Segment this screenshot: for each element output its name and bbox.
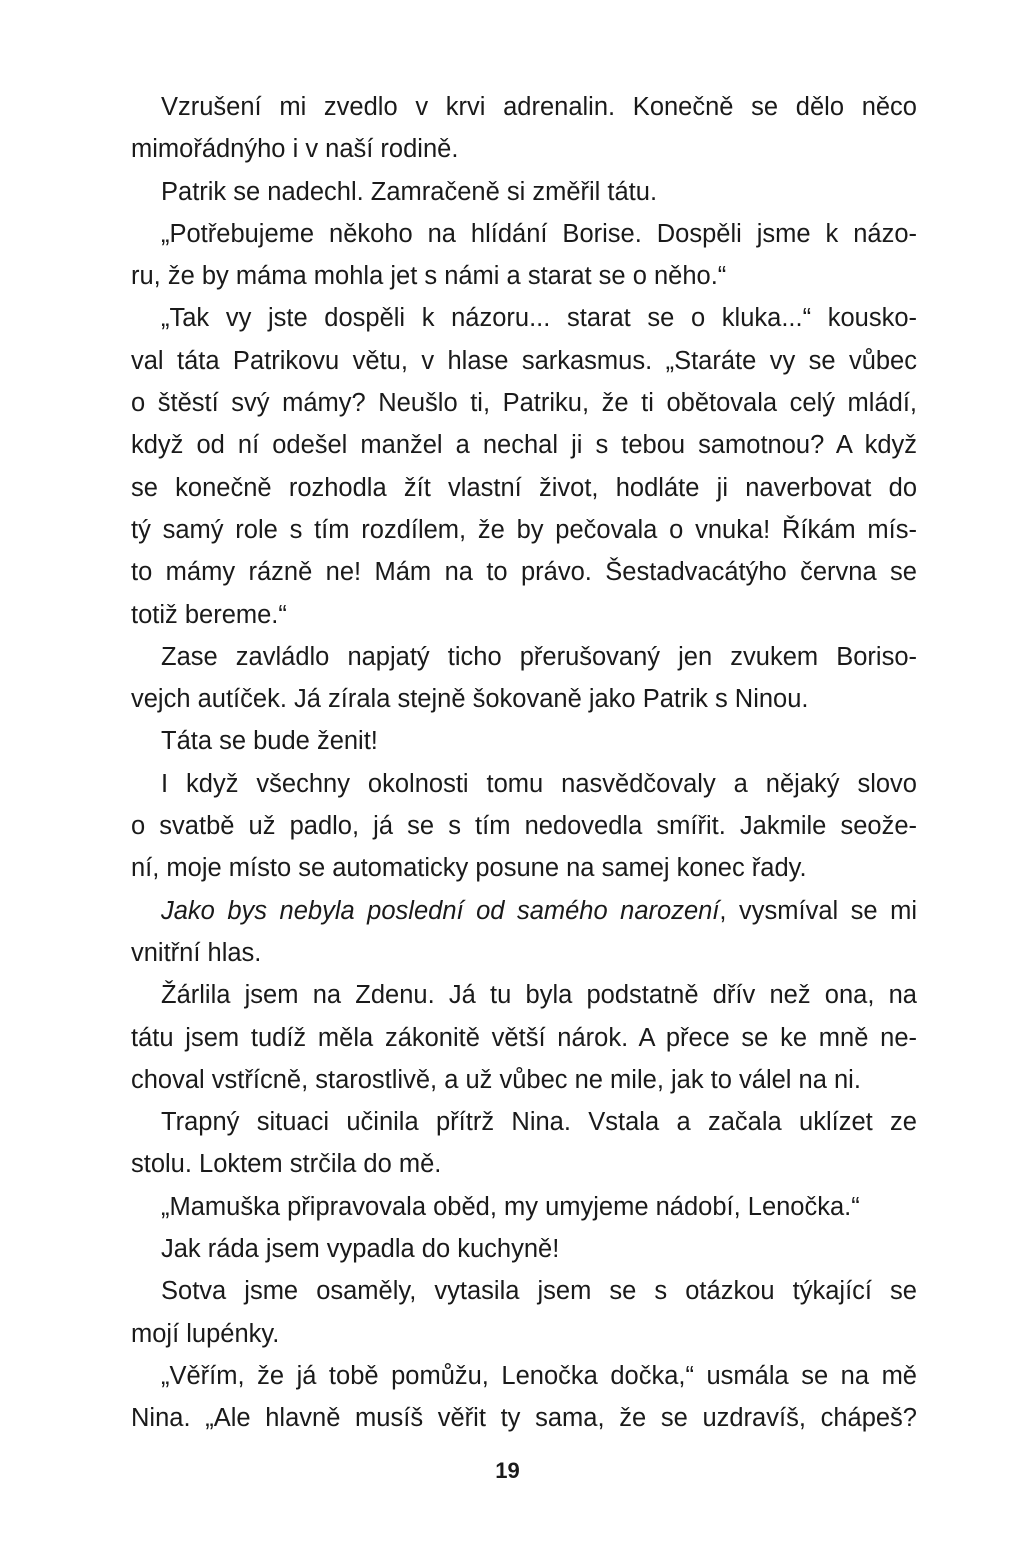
- italic-text: Jako bys nebyla poslední od samého narození: [161, 896, 720, 925]
- text-line: [131, 636, 917, 678]
- text-line: [131, 1397, 917, 1439]
- text-line: [131, 1143, 917, 1185]
- text-line: [131, 763, 917, 805]
- line-text: „Potřebujeme někoho na hlídání Borise. Dospěli jsme k názo-: [161, 219, 917, 248]
- text-line: [131, 974, 917, 1016]
- text-line: [131, 128, 917, 170]
- text-line: [131, 213, 917, 255]
- line-text: o štěstí svý mámy? Neušlo ti, Patriku, že ti obětovala celý mládí,: [131, 389, 917, 418]
- text-line: [131, 1355, 917, 1397]
- line-text: mojí lupénky.: [131, 1319, 280, 1348]
- line-text: Nina. „Ale hlavně musíš věřit ty sama, že se uzdravíš, chápeš?: [131, 1404, 917, 1433]
- text-line: [131, 805, 917, 847]
- text-line: [131, 424, 917, 466]
- line-text: ru, že by máma mohla jet s námi a starat se o něho.“: [131, 262, 727, 291]
- text-line: [131, 467, 917, 509]
- line-text: Žárlila jsem na Zdenu. Já tu byla podstatně dřív než ona, na: [161, 981, 917, 1010]
- text-line: [131, 1313, 917, 1355]
- line-text: to mámy rázně ne! Mám na to právo. Šestadvacátýho června se: [131, 558, 917, 587]
- text-line: [131, 255, 917, 297]
- line-text: , vysmíval se mi: [719, 896, 917, 925]
- line-text: se konečně rozhodla žít vlastní život, hodláte ji naverbovat do: [131, 473, 917, 502]
- line-text: tátu jsem tudíž měla zákonitě větší nárok. A přece se ke mně ne-: [131, 1023, 917, 1052]
- line-text: stolu. Loktem strčila do mě.: [131, 1150, 442, 1179]
- text-line: [131, 551, 917, 593]
- text-line: [131, 720, 917, 762]
- text-line: [131, 847, 917, 889]
- text-line: [131, 890, 917, 932]
- text-line: [131, 509, 917, 551]
- line-text: „Věřím, že já tobě pomůžu, Lenočka dočka,“ usmála se na mě: [161, 1361, 917, 1390]
- text-line: [131, 1186, 917, 1228]
- text-line: [131, 932, 917, 974]
- line-text: vnitřní hlas.: [131, 938, 262, 967]
- line-text: Táta se bude ženit!: [161, 727, 378, 756]
- text-line: [131, 1017, 917, 1059]
- text-line: [131, 1228, 917, 1270]
- page-body: [131, 86, 917, 1440]
- text-line: [131, 1270, 917, 1312]
- text-line: [131, 171, 917, 213]
- line-text: Patrik se nadechl. Zamračeně si změřil tátu.: [161, 177, 658, 206]
- text-line: [131, 340, 917, 382]
- line-text: totiž bereme.“: [131, 600, 287, 629]
- line-text: tý samý role s tím rozdílem, že by pečovala o vnuka! Říkám mís-: [131, 515, 917, 544]
- line-text: Sotva jsme osaměly, vytasila jsem se s otázkou týkající se: [161, 1277, 917, 1306]
- line-text: Trapný situaci učinila přítrž Nina. Vstala a začala uklízet ze: [161, 1108, 917, 1137]
- line-text: když od ní odešel manžel a nechal ji s tebou samotnou? A když: [131, 431, 917, 460]
- page-number: 19: [495, 1458, 520, 1483]
- text-line: [131, 297, 917, 339]
- line-text: Vzrušení mi zvedlo v krvi adrenalin. Konečně se dělo něco: [161, 93, 917, 121]
- line-text: val táta Patrikovu větu, v hlase sarkasmus. „Staráte vy se vůbec: [131, 346, 917, 375]
- line-text: mimořádnýho i v naší rodině.: [131, 135, 459, 164]
- line-text: o svatbě už padlo, já se s tím nedovedla smířit. Jakmile seože-: [131, 812, 917, 841]
- text-line: [131, 1101, 917, 1143]
- line-text: ní, moje místo se automaticky posune na samej konec řady.: [131, 854, 807, 883]
- line-text: „Tak vy jste dospěli k názoru... starat se o kluka...“ kousko-: [161, 304, 917, 333]
- text-line: [131, 86, 917, 128]
- text-line: [131, 382, 917, 424]
- line-text: Jak ráda jsem vypadla do kuchyně!: [161, 1235, 560, 1264]
- line-text: choval vstřícně, starostlivě, a už vůbec ne mile, jak to válel na ni.: [131, 1065, 861, 1094]
- text-line: [131, 1059, 917, 1101]
- line-text: I když všechny okolnosti tomu nasvědčovaly a nějaký slovo: [161, 769, 917, 798]
- line-text: Zase zavládlo napjatý ticho přerušovaný jen zvukem Boriso-: [161, 642, 917, 671]
- text-line: [131, 678, 917, 720]
- line-text: „Mamuška připravovala oběd, my umyjeme nádobí, Lenočka.“: [161, 1192, 860, 1221]
- line-text: vejch autíček. Já zírala stejně šokovaně jako Patrik s Ninou.: [131, 685, 809, 714]
- text-line: [131, 594, 917, 636]
